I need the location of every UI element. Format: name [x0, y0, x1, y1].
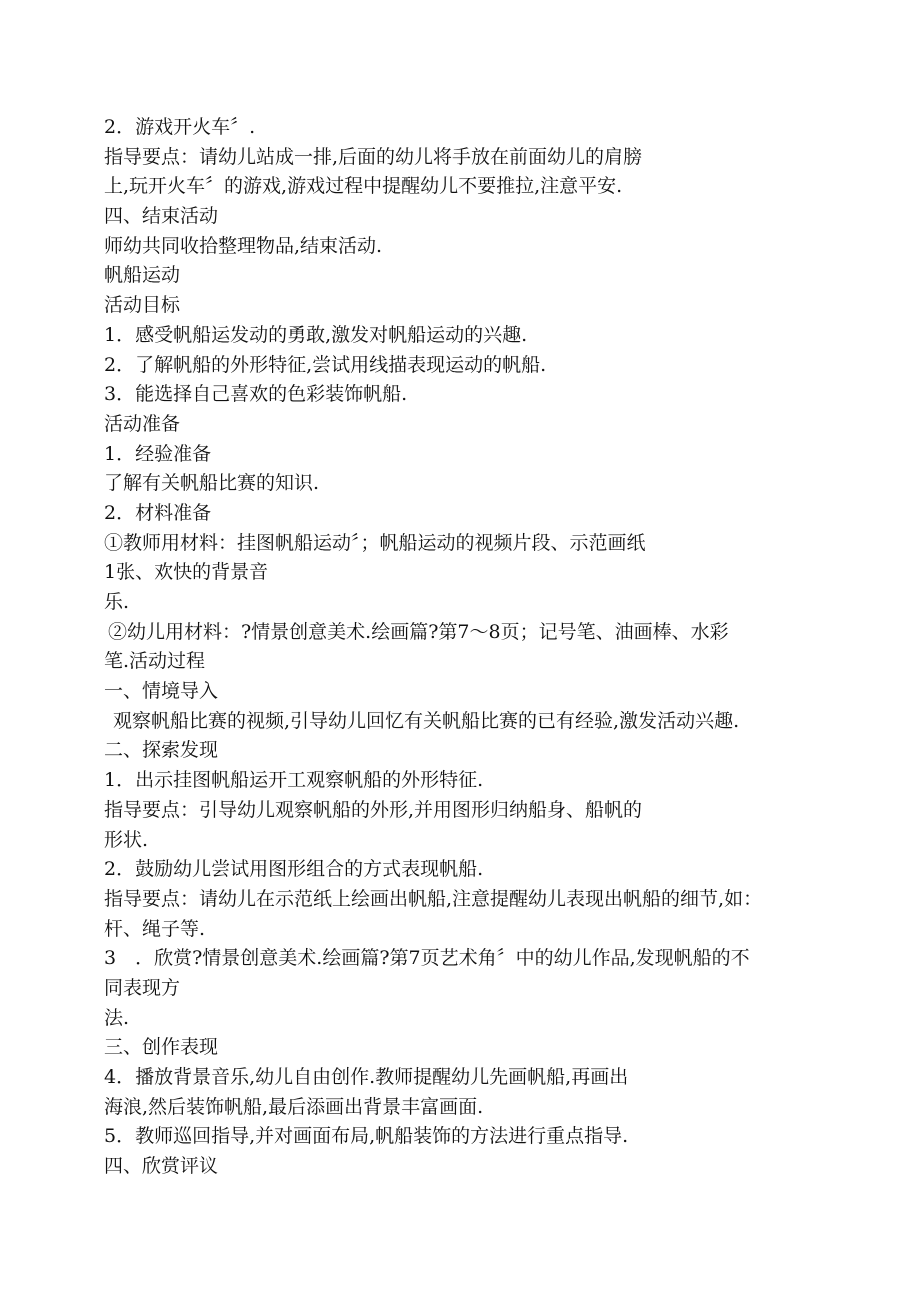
text-line: ①教师用材料：挂图帆船运动〞；帆船运动的视频片段、示范画纸	[104, 531, 646, 554]
section-heading: 活动目标	[104, 294, 181, 317]
text-line: 1．经验准备	[104, 442, 212, 465]
section-heading: 活动准备	[104, 412, 181, 435]
section-heading: 三、创作表现	[104, 1036, 219, 1059]
text-line: 海浪,然后装饰帆船,最后添画出背景丰富画面.	[104, 1095, 484, 1118]
section-heading: 二、探索发现	[104, 739, 219, 762]
text-line: 1．出示挂图帆船运开工观察帆船的外形特征.	[104, 769, 484, 792]
text-line: 2．游戏开火车〞.	[104, 116, 256, 138]
text-line: 乐.	[104, 591, 130, 613]
document-body	[104, 113, 804, 1182]
text-line: 法.	[104, 1006, 130, 1029]
text-line: 1．感受帆船运发动的勇敢,激发对帆船运动的兴趣.	[104, 323, 528, 346]
text-line: 3．能选择自己喜欢的色彩装饰帆船.	[104, 383, 408, 406]
text-line: 上,玩开火车〞的游戏,游戏过程中提醒幼儿不要推拉,注意平安.	[104, 175, 623, 198]
text-line: 2．鼓励幼儿尝试用图形组合的方式表现帆船.	[104, 858, 484, 881]
section-heading: 四、欣赏评议	[104, 1155, 219, 1178]
text-line: 形状.	[104, 828, 149, 851]
text-line: 指导要点：引导幼儿观察帆船的外形,并用图形归纳船身、船帆的	[104, 798, 643, 821]
text-line: 了解有关帆船比赛的知识.	[104, 472, 320, 495]
activity-title: 帆船运动	[104, 264, 181, 287]
text-line: 1张、欢快的背景音	[104, 561, 269, 584]
text-line: 师幼共同收拾整理物品,结束活动.	[104, 234, 383, 257]
text-line: 同表现方	[104, 976, 181, 999]
text-line: 指导要点：请幼儿站成一排,后面的幼儿将手放在前面幼儿的肩膀	[104, 145, 643, 168]
text-line: 观察帆船比赛的视频,引导幼儿回忆有关帆船比赛的已有经验,激发活动兴趣.	[113, 709, 740, 732]
text-line: 4．播放背景音乐,幼儿自由创作.教师提醒幼儿先画帆船,再画出	[104, 1066, 629, 1088]
text-line: ②幼儿用材料：?情景创意美术.绘画篇?第7〜8页；记号笔、油画棒、水彩	[108, 620, 729, 643]
text-line: 2．材料准备	[104, 501, 212, 524]
text-line: 指导要点：请幼儿在示范纸上绘画出帆船,注意提醒幼儿表现出帆船的细节,如：	[104, 887, 763, 910]
text-line: 3 ．欣赏?情景创意美术.绘画篇?第7页艺术角〞中的幼儿作品,发现帆船的不	[104, 947, 750, 970]
text-line: 5．教师巡回指导,并对画面布局,帆船装饰的方法进行重点指导.	[104, 1125, 629, 1148]
section-heading: 四、结束活动	[104, 205, 219, 228]
text-line: 笔.活动过程	[104, 650, 206, 673]
text-line: 杆、绳子等.	[104, 917, 206, 940]
text-line: 2．了解帆船的外形特征,尝试用线描表现运动的帆船.	[104, 353, 547, 376]
section-heading: 一、情境导入	[104, 680, 219, 703]
